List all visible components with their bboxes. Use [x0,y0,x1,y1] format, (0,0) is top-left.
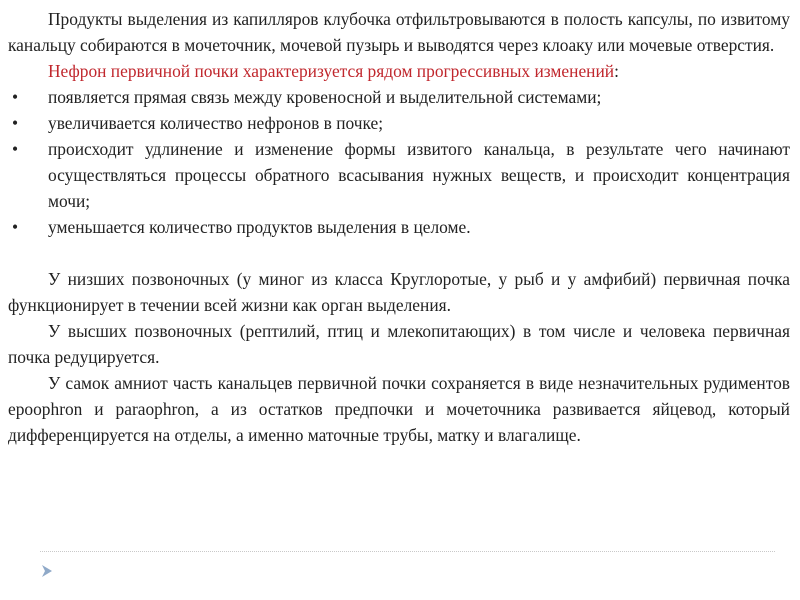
nephron-heading-colon: : [614,61,619,81]
list-item-text: появляется прямая связь между кровеносной и выделительной системами; [48,87,602,107]
intro-paragraph: Продукты выделения из капилляров клубочка отфильтровываются в полость капсулы, по извитому канальцу собираются в мочеточник, мочевой пузырь и выводятся через клоаку или мочевые отверстия. [8,9,790,55]
slide-content [8,6,790,448]
bullet-glyph: • [11,139,19,159]
higher-vertebrates-paragraph: У высших позвоночных (рептилий, птиц и млекопитающих) в том числе и человека первичная почка редуцируется. [8,321,790,367]
bullet-glyph: • [11,113,19,133]
amniote-females-paragraph: У самок амниот часть канальцев первичной почки сохраняется в виде незначительных рудиментов epoophron и paraophron, а из остатков предпочки и мочеточника развивается яйцевод, который дифференцируется на отделы, а именно маточные трубы, матку и влагалище. [8,373,790,445]
triangle-right-icon-shape [42,565,52,577]
triangle-right-icon[interactable] [40,564,54,578]
bullet-glyph: • [11,217,19,237]
list-item [8,214,790,240]
list-item [8,110,790,136]
lower-vertebrates-paragraph: У низших позвоночных (у миног из класса Круглоротые, у рыб и у амфибий) первичная почка функционирует в течении всей жизни как орган выделения. [8,269,790,315]
changes-list [8,84,790,240]
footer-divider [40,551,775,552]
bullet-glyph: • [11,87,19,107]
list-item-text: уменьшается количество продуктов выделения в целоме. [48,217,471,237]
nephron-heading [8,58,790,84]
list-item [8,84,790,110]
nephron-heading-text: Нефрон первичной почки характеризуется рядом прогрессивных изменений [48,61,615,81]
list-item-text: увеличивается количество нефронов в почке; [48,113,384,133]
list-item [8,136,790,214]
list-item-text: происходит удлинение и изменение формы извитого канальца, в результате чего начинают осуществляться процессы обратного всасывания нужных веществ, и происходит концентрация мочи; [48,139,790,211]
blank-line [8,240,790,266]
